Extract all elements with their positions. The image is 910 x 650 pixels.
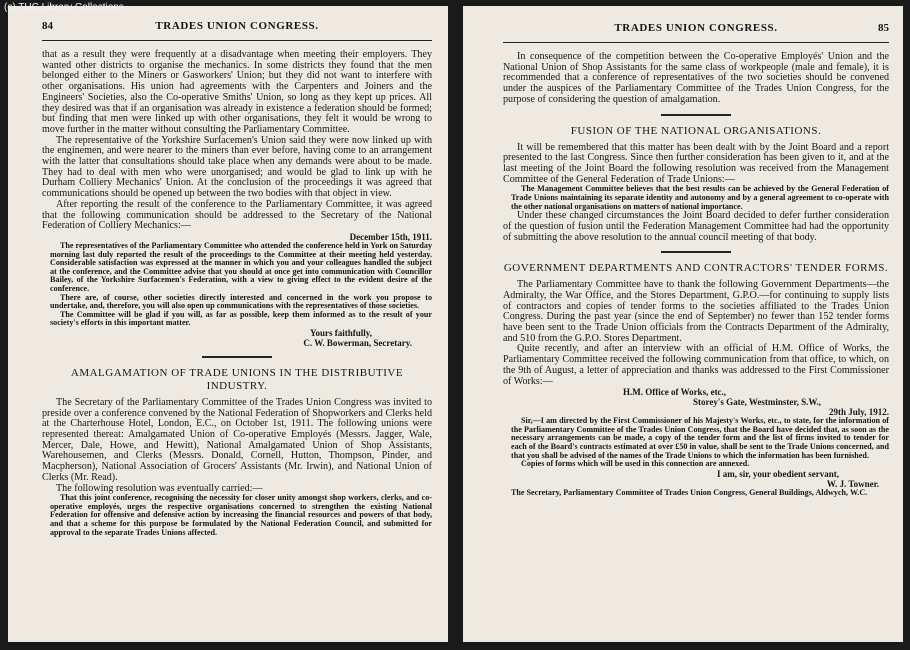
watermark: (c) TUC Library Collections [4,2,124,13]
paragraph: The following resolution was eventually carried:— [56,482,263,494]
letter-date: December 15th, 1911. [349,231,432,242]
resolution-text: That this joint conference, recognising the necessity for closer unity amongst shop workers, clerks, and co-operative employés, urges the respective organisations concerned to strengthen the existing National Federation for offensive and defensive action by increasing the financial resources and powers of that body, and that a scheme for this purpose be formulated by the National Federation Council, and submitted for approval to the separate Trades Unions affected. [50,493,432,537]
paragraph: The Parliamentary Committee have to thank the following Government Departments—the Admiralty, the War Office, and the Stores Department, G.P.O.—for continuing to supply lists of contractors and copies of tender forms to the societies affiliated to the Trades Union Congress. During the past year (since the end of September) no fewer than 152 tender forms have been sent to the Trade Union officials from the Contracts Department of the Admiralty, and 510 from the G.P.O. Stores Department. [503,279,889,344]
letter-signature: C. W. Bowerman, Secretary. [303,337,412,348]
paragraph: Quite recently, and after an interview with an official of H.M. Office of Works, the Parliamentary Committee received the following communication from that office, to which, on the 9th of August, a letter of appreciation and thanks was addressed to the First Commissioner of Works:— [503,343,889,387]
letter-signature: W. J. Towner. [826,478,879,489]
paragraph: It will be remembered that this matter has been dealt with by the Joint Board and a report presented to the last Congress. Since then further consideration has been given to it, and at the last meeting of the Joint Board the following resolution was received from the Management Committee of the General Federation of Trade Unions:— [503,141,889,185]
running-title: TRADES UNION CONGRESS. [614,22,778,34]
running-title: TRADES UNION CONGRESS. [155,20,319,32]
section-divider [202,356,272,358]
paragraph: that as a result they were frequently at a disadvantage when meeting their employers. They wanted other districts to organise the mechanics. In some districts they found that the men belonged either to the Miners or Gasworkers' Union; but they did not want to interfere with other organisations. His union had agreements with the Carpenters and Joiners and the Engineers' Societies, also the Co-operative Smiths' Union, so long as they kept up prices. All they desired was that if an organisation was already in existence a federation should be formed; but finding that men were linked up with other organisations, they felt it would be wrong to move further in the matter without consulting the Parliamentary Committee. [42,49,432,135]
section-heading: FUSION OF THE NATIONAL ORGANISATIONS. [570,124,822,137]
running-header [503,18,889,43]
letter-address-line: H.M. Office of Works, etc., [623,387,727,398]
paragraph: In consequence of the competition between the Co-operative Employés' Union and the National Union of Shop Assistants for the same class of workpeople (male and female), it is recommended that a conference of representatives of the two societies should be convened under the auspices of the Parliamentary Committee of the Trades Union Congress, for the purpose of considering the question of amalgamation. [503,51,889,105]
letter-paragraph: The representatives of the Parliamentary Committee who attended the conference held in York on Saturday morning last duly reported the result of the proceedings to the Committee at their meeting held yesterday. Considerable satisfaction was expressed at the manner in which you and your colleagues handled the subject at the conference, and the Committee advise that you should at once get into communication with Councillor Bailey, of the Yorkshire Surfacemen's Federation, with a view to giving effect to the evident desire of the conference. [50,240,432,293]
left-page [8,6,448,642]
letter-recipient: The Secretary, Parliamentary Committee of Trades Union Congress, General Buildings, Aldwych, W.C. [511,487,868,497]
section-divider [661,114,731,116]
letter-paragraph: There are, of course, other societies directly interested and concerned in the work you propose to undertake, and, therefore, you will also open up communications with the representatives of those societies. [50,292,432,311]
letter-closing: I am, sir, your obedient servant, [716,468,839,479]
page-number: 85 [878,22,889,34]
paragraph: After reporting the result of the conference to the Parliamentary Committee, it was agreed that the following communication should be addressed to the Secretary of the National Federation of Colliery Mechanics:— [42,198,432,232]
resolution-text: The Management Committee believes that the best results can be achieved by the General Federation of Trade Unions maintaining its separate identity and autonomy and by a general agreement to co-operate with the other national organisations on matters of national importance. [511,184,889,211]
page-number: 84 [42,20,53,32]
paragraph: Under these changed circumstances the Joint Board decided to defer further consideration of the question of fusion until the Federation Management Committee had had the opportunity of submitting the above resolution to the annual council meeting of that body. [503,210,889,243]
section-divider [661,251,731,253]
letter-closing: Yours faithfully, [309,327,372,338]
section-heading: AMALGAMATION OF TRADE UNIONS IN THE DISTRIBUTIVE INDUSTRY. [70,366,404,392]
section-heading: GOVERNMENT DEPARTMENTS AND CONTRACTORS' TENDER FORMS. [503,262,889,275]
letter-paragraph: The Committee will be glad if you will, as far as possible, keep them informed as to the result of your society's efforts in this important matter. [50,309,432,328]
running-header [42,16,432,41]
right-page [463,6,903,642]
letter-date: 29th July, 1912. [828,407,889,418]
paragraph: The Secretary of the Parliamentary Committee of the Trades Union Congress was invited to preside over a conference convened by the National Federation of Shopworkers and Clerks held at the Charterhouse Hotel, London, E.C., on October 1st, 1911. The following unions were represented thereat: Amalgamated Union of Co-operative Employés (Messrs. Jagger, Wale, Mercer, Dale, Howe, and Hewitt), National Amalgamated Union of Shop Assistants, Warehousemen, and Clerks (Messrs. Donald, Cornell, Hutton, Thompson, Pinder, and Macpherson), National Association of Grocers' Assistants (Mr. Irwin), and National Union of Clerks (Mr. Read). [42,396,432,483]
letter-address-line: Storey's Gate, Westminster, S.W., [693,397,822,408]
paragraph: The representative of the Yorkshire Surfacemen's Union said they were now linked up with the enginemen, and were nearer to the miners than ever before, having come to an arrangement with the latter that consultations should take place when any demands were about to be made. They had to deal with men who were unorganised; and would be glad to link up with he Durham Colliery Mechanics' Union. At the conclusion of the proceedings it was agreed that communications should be opened up between the two bodies with that object in view. [42,134,432,200]
letter-paragraph: Copies of forms which will be used in this connection are annexed. [521,459,750,469]
letter-paragraph: Sir,—I am directed by the First Commissioner of his Majesty's Works, etc., to state, for the information of the Parliamentary Committee of the Trades Union Congress, that the Board have decided that, as soon as the necessary arrangements can be made, a copy of the tender form and the list of firms invited to tender for each of the Board's contracts estimated at over £50 in value, shall be sent to the Trade Unions concerned, and that you shall be advised of the names of the Trade Unions to which the information has been furnished. [511,416,889,460]
